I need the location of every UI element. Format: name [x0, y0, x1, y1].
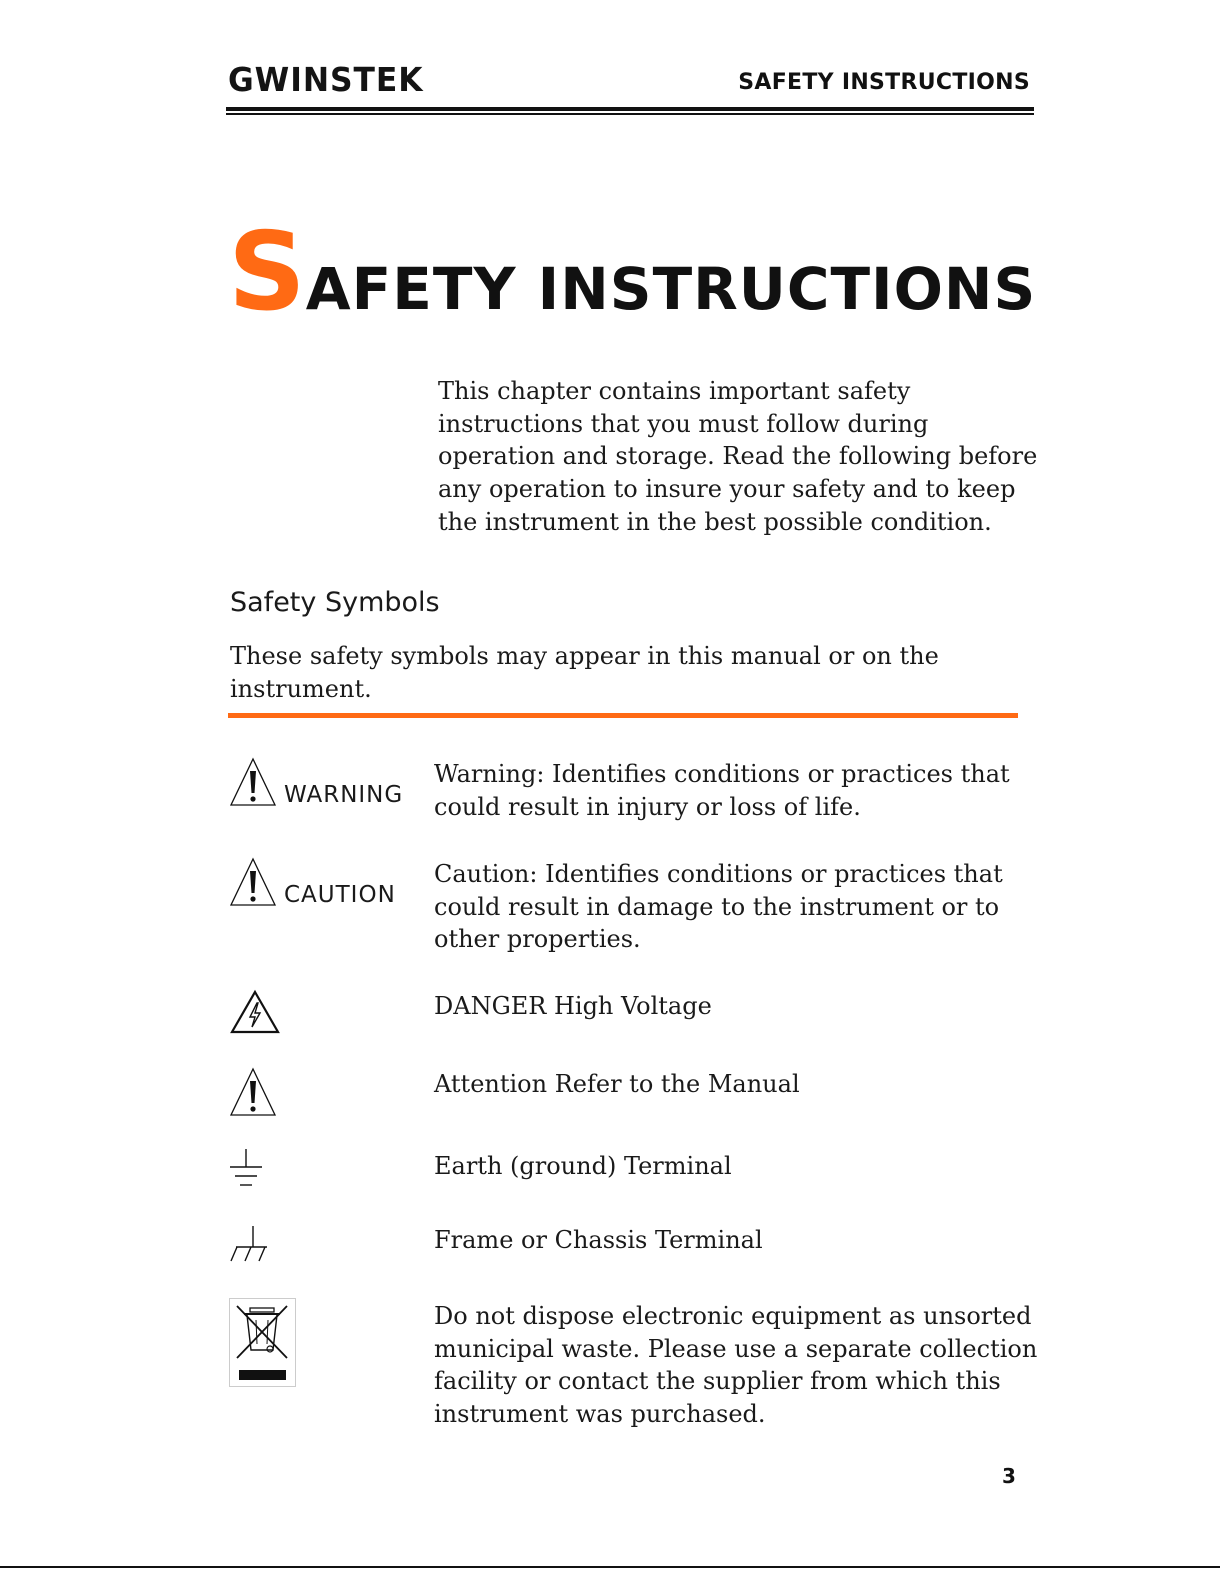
weee-crossed-bin-icon	[229, 1298, 297, 1388]
chassis-terminal-description	[434, 1224, 763, 1257]
weee-description	[434, 1300, 1037, 1431]
chapter-title-rest: AFETY INSTRUCTIONS	[305, 255, 1037, 323]
earth-ground-icon	[229, 1147, 265, 1189]
section-text	[230, 640, 1010, 705]
intro-line: instructions that you must follow during	[438, 409, 929, 438]
gwinstek-logo: GWINSTEK	[228, 60, 424, 99]
description-line: Frame or Chassis Terminal	[434, 1226, 763, 1254]
section-text-line: These safety symbols may appear in this manual or on the	[230, 642, 939, 670]
description-line: Caution: Identifies conditions or practices that	[434, 860, 1003, 888]
high-voltage-icon	[230, 990, 280, 1034]
chapter-title	[228, 210, 1037, 335]
intro-line: operation and storage. Read the following before	[438, 442, 1038, 471]
caution-label: CAUTION	[284, 882, 396, 908]
warning-triangle-icon	[229, 757, 277, 807]
warning-description	[434, 758, 1010, 823]
high-voltage-description	[434, 990, 712, 1023]
page-number: 3	[1002, 1464, 1016, 1488]
intro-line: the instrument in the best possible condition.	[438, 507, 992, 536]
description-line: Do not dispose electronic equipment as unsorted	[434, 1302, 1032, 1330]
caution-triangle-icon	[229, 857, 277, 907]
description-line: DANGER High Voltage	[434, 992, 712, 1020]
description-line: instrument was purchased.	[434, 1400, 766, 1429]
running-header-title: SAFETY INSTRUCTIONS	[738, 70, 1030, 95]
intro-line: This chapter contains important safety	[438, 377, 911, 405]
description-line: other properties.	[434, 925, 641, 954]
description-line: facility or contact the supplier from which this	[434, 1367, 1001, 1396]
earth-ground-description	[434, 1150, 732, 1183]
description-line: could result in damage to the instrument or to	[434, 892, 1000, 921]
section-text-line: instrument.	[230, 674, 372, 703]
chapter-title-initial: S	[228, 210, 306, 335]
section-divider	[228, 713, 1018, 718]
attention-triangle-icon	[229, 1067, 277, 1117]
description-line: Warning: Identifies conditions or practices that	[434, 760, 1010, 788]
description-line: municipal waste. Please use a separate collection	[434, 1334, 1038, 1363]
caution-description	[434, 858, 1003, 956]
section-heading: Safety Symbols	[230, 587, 440, 618]
attention-description	[434, 1068, 800, 1101]
warning-label: WARNING	[284, 782, 404, 808]
header-rule-thin	[226, 113, 1034, 115]
chapter-intro	[438, 375, 1038, 539]
intro-line: any operation to insure your safety and to keep	[438, 475, 1016, 504]
page-bottom-edge	[0, 1566, 1220, 1568]
description-line: Attention Refer to the Manual	[434, 1070, 800, 1098]
description-line: Earth (ground) Terminal	[434, 1152, 732, 1180]
description-line: could result in injury or loss of life.	[434, 792, 861, 821]
header-rule-thick	[226, 107, 1034, 111]
chassis-terminal-icon	[229, 1225, 269, 1263]
